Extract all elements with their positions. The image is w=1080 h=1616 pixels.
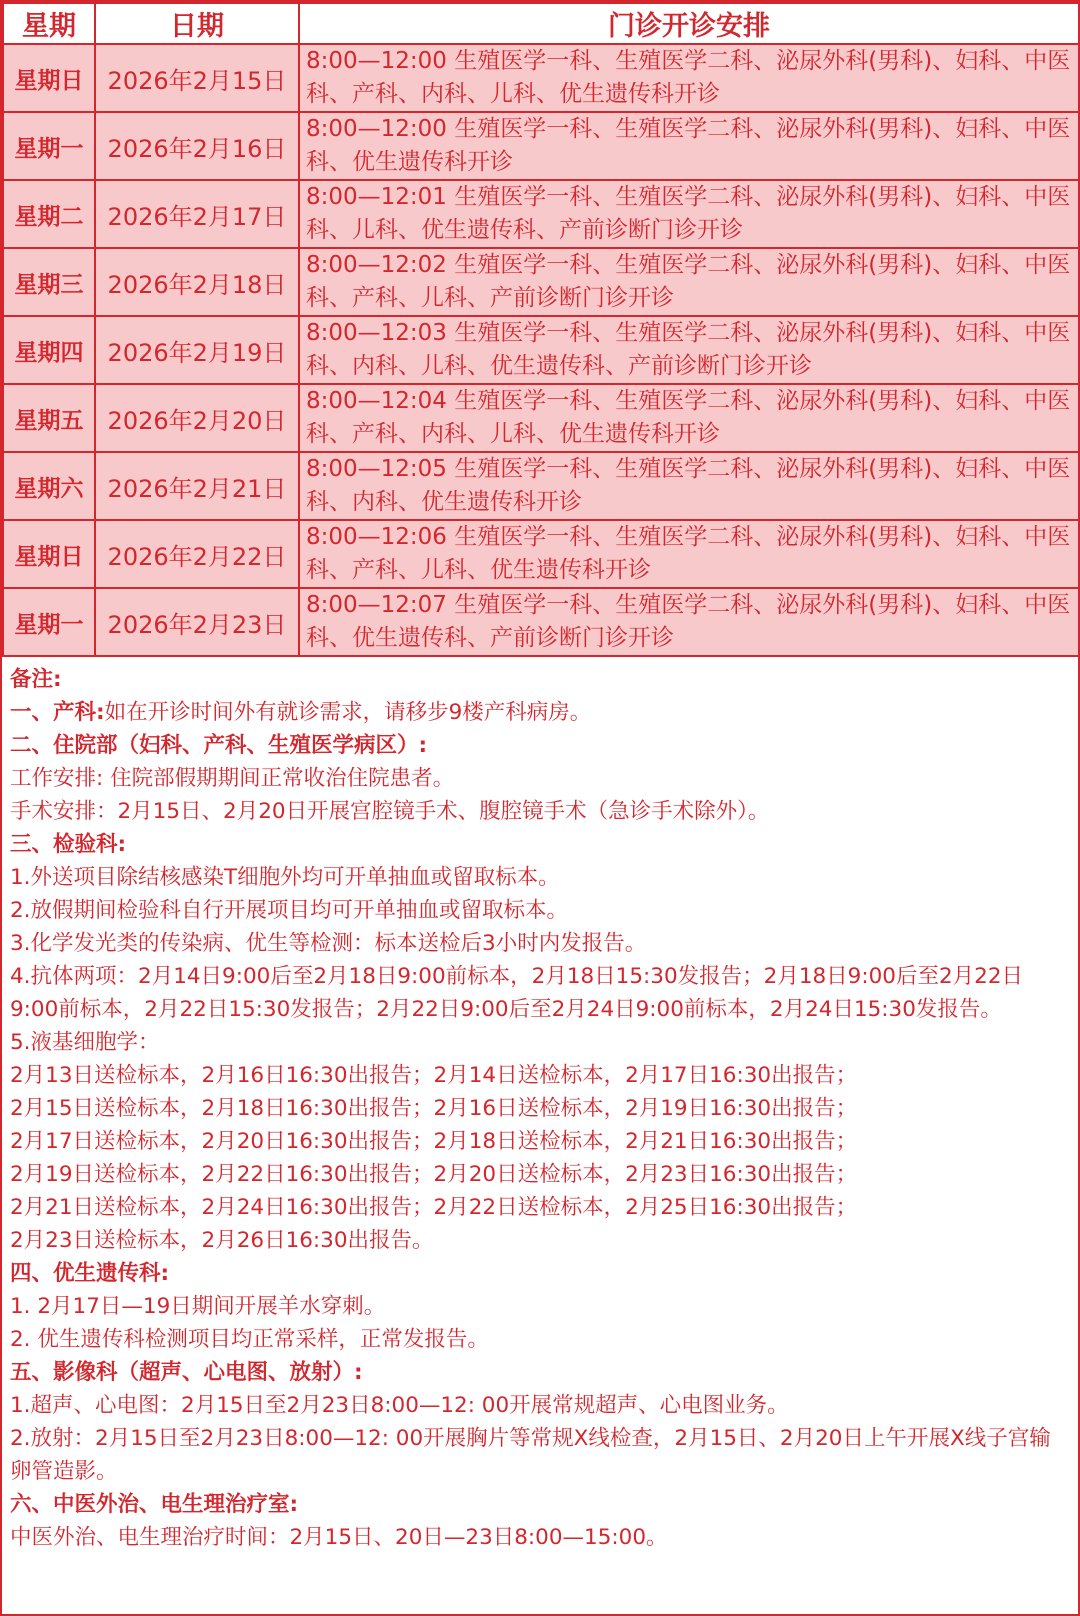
note-lab-item: 2月17日送检标本，2月20日16:30出报告；2月18日送检标本，2月21日16:30出报告； [10, 1129, 858, 1154]
header-date: 日期 [95, 3, 299, 44]
row-week: 星期六 [3, 452, 95, 520]
table-row [3, 316, 1079, 384]
note-lab-item: 2.放假期间检验科自行开展项目均可开单抽血或留取标本。 [10, 898, 569, 923]
row-week: 星期一 [3, 588, 95, 656]
note-lab-item: 2月21日送检标本，2月24日16:30出报告；2月22日送检标本，2月25日16:30出报告； [10, 1195, 858, 1220]
row-schedule: 8:00—12:06 生殖医学一科、生殖医学二科、泌尿外科(男科)、妇科、中医科、产科、儿科、优生遗传科开诊 [299, 520, 1079, 588]
row-date: 2026年2月16日 [95, 112, 299, 180]
note-genetics-item: 1. 2月17日—19日期间开展羊水穿刺。 [10, 1294, 386, 1319]
header-schedule: 门诊开诊安排 [299, 3, 1079, 44]
note-obstetrics-text: 如在开诊时间外有就诊需求，请移步9楼产科病房。 [104, 700, 592, 725]
table-row [3, 180, 1079, 248]
row-week: 星期二 [3, 180, 95, 248]
row-week: 星期五 [3, 384, 95, 452]
row-date: 2026年2月17日 [95, 180, 299, 248]
note-genetics-title: 四、优生遗传科: [10, 1261, 170, 1286]
table-row [3, 112, 1079, 180]
note-lab-title: 三、检验科: [10, 832, 127, 857]
header-week: 星期 [3, 3, 95, 44]
table-row [3, 520, 1079, 588]
note-lab-item: 4.抗体两项：2月14日9:00后至2月18日9:00前标本，2月18日15:30发报告；2月18日9:00后至2月22日9:00前标本，2月22日15:30发报告；2月22日9:00后至2月24日9:00前标本，2月24日15:30发报告。 [10, 964, 1024, 1022]
row-week: 星期一 [3, 112, 95, 180]
row-schedule: 8:00—12:07 生殖医学一科、生殖医学二科、泌尿外科(男科)、妇科、中医科、优生遗传科、产前诊断门诊开诊 [299, 588, 1079, 656]
row-schedule: 8:00—12:02 生殖医学一科、生殖医学二科、泌尿外科(男科)、妇科、中医科、产科、儿科、产前诊断门诊开诊 [299, 248, 1079, 316]
row-schedule: 8:00—12:01 生殖医学一科、生殖医学二科、泌尿外科(男科)、妇科、中医科、儿科、优生遗传科、产前诊断门诊开诊 [299, 180, 1079, 248]
note-lab-item: 2月19日送检标本，2月22日16:30出报告；2月20日送检标本，2月23日16:30出报告； [10, 1162, 858, 1187]
row-week: 星期日 [3, 520, 95, 588]
note-imaging-item: 2.放射：2月15日至2月23日8:00—12: 00开展胸片等常规X线检查，2月15日、2月20日上午开展X线子宫输卵管造影。 [10, 1426, 1051, 1484]
row-date: 2026年2月19日 [95, 316, 299, 384]
table-row [3, 588, 1079, 656]
note-lab-item: 5.液基细胞学： [10, 1030, 160, 1055]
row-schedule: 8:00—12:05 生殖医学一科、生殖医学二科、泌尿外科(男科)、妇科、中医科、内科、优生遗传科开诊 [299, 452, 1079, 520]
row-schedule: 8:00—12:04 生殖医学一科、生殖医学二科、泌尿外科(男科)、妇科、中医科、产科、内科、儿科、优生遗传科开诊 [299, 384, 1079, 452]
note-genetics-item: 2. 优生遗传科检测项目均正常采样，正常发报告。 [10, 1327, 489, 1352]
note-lab-item: 3.化学发光类的传染病、优生等检测：标本送检后3小时内发报告。 [10, 931, 647, 956]
row-date: 2026年2月21日 [95, 452, 299, 520]
row-date: 2026年2月18日 [95, 248, 299, 316]
row-week: 星期四 [3, 316, 95, 384]
note-obstetrics [10, 696, 1070, 729]
row-schedule: 8:00—12:00 生殖医学一科、生殖医学二科、泌尿外科(男科)、妇科、中医科、优生遗传科开诊 [299, 112, 1079, 180]
row-schedule: 8:00—12:03 生殖医学一科、生殖医学二科、泌尿外科(男科)、妇科、中医科、内科、儿科、优生遗传科、产前诊断门诊开诊 [299, 316, 1079, 384]
note-obstetrics-label: 一、产科: [10, 700, 105, 725]
note-inpatient-title: 二、住院部（妇科、产科、生殖医学病区）: [10, 733, 428, 758]
table-row [3, 44, 1079, 112]
note-lab-item: 1.外送项目除结核感染T细胞外均可开单抽血或留取标本。 [10, 865, 560, 890]
row-week: 星期三 [3, 248, 95, 316]
row-schedule: 8:00—12:00 生殖医学一科、生殖医学二科、泌尿外科(男科)、妇科、中医科、产科、内科、儿科、优生遗传科开诊 [299, 44, 1079, 112]
notes-section [2, 657, 1078, 1554]
clinic-schedule-table [2, 2, 1080, 657]
note-tcm-title: 六、中医外治、电生理治疗室: [10, 1492, 299, 1517]
table-row [3, 452, 1079, 520]
note-imaging-item: 1.超声、心电图：2月15日至2月23日8:00—12: 00开展常规超声、心电图业务。 [10, 1393, 789, 1418]
row-date: 2026年2月23日 [95, 588, 299, 656]
row-week: 星期日 [3, 44, 95, 112]
note-inpatient-surgery: 手术安排：2月15日、2月20日开展宫腔镜手术、腹腔镜手术（急诊手术除外）。 [10, 799, 770, 824]
note-tcm-item: 中医外治、电生理治疗时间：2月15日、20日—23日8:00—15:00。 [10, 1525, 668, 1550]
note-imaging-title: 五、影像科（超声、心电图、放射）: [10, 1360, 363, 1385]
note-lab-item: 2月23日送检标本，2月26日16:30出报告。 [10, 1228, 434, 1253]
table-header-row [3, 3, 1079, 44]
note-inpatient-work: 工作安排: 住院部假期期间正常收治住院患者。 [10, 766, 455, 791]
row-date: 2026年2月22日 [95, 520, 299, 588]
row-date: 2026年2月15日 [95, 44, 299, 112]
table-row [3, 384, 1079, 452]
row-date: 2026年2月20日 [95, 384, 299, 452]
table-row [3, 248, 1079, 316]
note-lab-item: 2月15日送检标本，2月18日16:30出报告；2月16日送检标本，2月19日16:30出报告； [10, 1096, 858, 1121]
notes-title: 备注: [10, 667, 62, 692]
note-lab-item: 2月13日送检标本，2月16日16:30出报告；2月14日送检标本，2月17日16:30出报告； [10, 1063, 858, 1088]
